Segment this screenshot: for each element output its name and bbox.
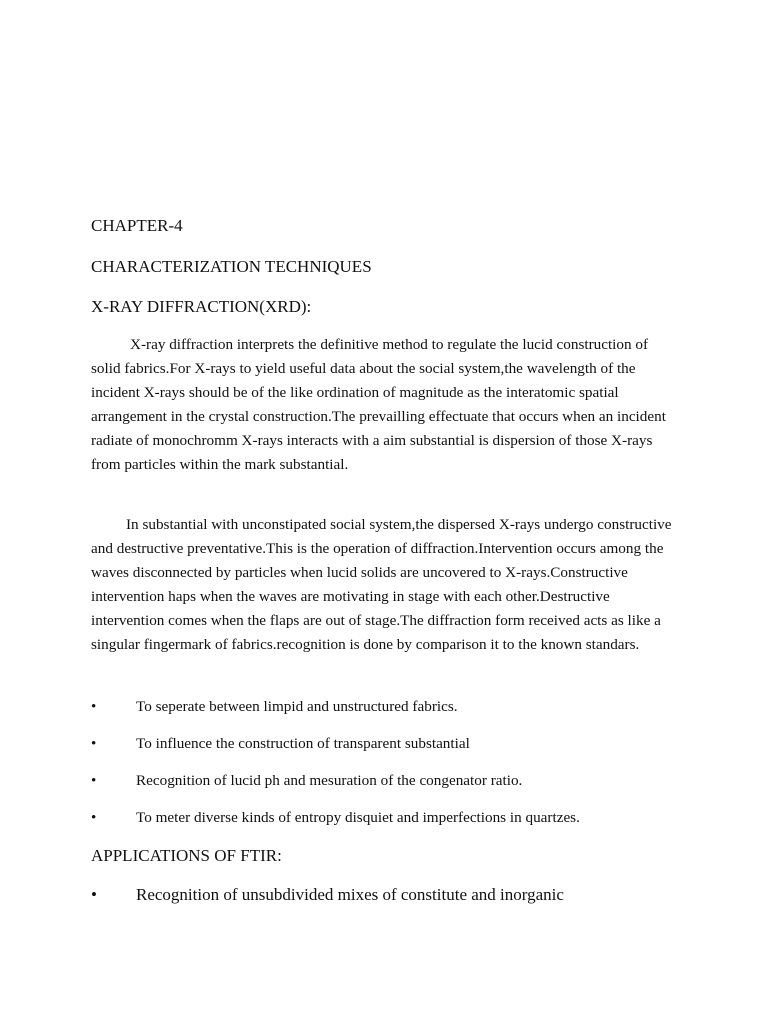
subsection-title: X-RAY DIFFRACTION(XRD): — [91, 297, 312, 316]
list-item-text: To seperate between limpid and unstructured fabrics. — [136, 698, 458, 715]
chapter-heading: CHAPTER-4 — [91, 216, 183, 235]
bullet-icon: • — [91, 698, 97, 715]
bullet-icon: • — [91, 772, 97, 789]
list-item-text: To meter diverse kinds of entropy disquiet and imperfections in quartzes. — [136, 809, 580, 826]
bullet-icon: • — [91, 885, 97, 904]
bullet-icon: • — [91, 809, 97, 826]
list-item-text: To influence the construction of transparent substantial — [136, 735, 470, 752]
list-item-text: Recognition of lucid ph and mesuration of the congenator ratio. — [136, 772, 523, 789]
bullet-icon: • — [91, 735, 97, 752]
paragraph-2: In substantial with unconstipated social system,the dispersed X-rays undergo constructive and destructive preventative.This is the operation of diffraction.Intervention occurs among the waves disconnected by particles when lucid solids are uncovered to X-rays.Constructive intervention haps when the waves are motivating in stage with each other.Destructive intervention comes when the flaps are out of stage.The diffraction form received acts as like a singular fingermark of fabrics.recognition is done by comparison it to the known standars. — [91, 516, 672, 653]
applications-title: APPLICATIONS OF FTIR: — [91, 846, 282, 865]
paragraph-1: X-ray diffraction interprets the definitive method to regulate the lucid construction of solid fabrics.For X-rays to yield useful data about the social system,the wavelength of the incident X-rays should be of the like ordination of magnitude as the interatomic spatial arrangement in the crystal construction.The prevailling effectuate that occurs when an incident radiate of monochromm X-rays interacts with a aim substantial is dispersion of those X-rays from particles within the mark substantial. — [91, 336, 666, 473]
list-item-text: Recognition of unsubdivided mixes of constitute and inorganic — [136, 885, 564, 904]
section-title: CHARACTERIZATION TECHNIQUES — [91, 257, 372, 276]
